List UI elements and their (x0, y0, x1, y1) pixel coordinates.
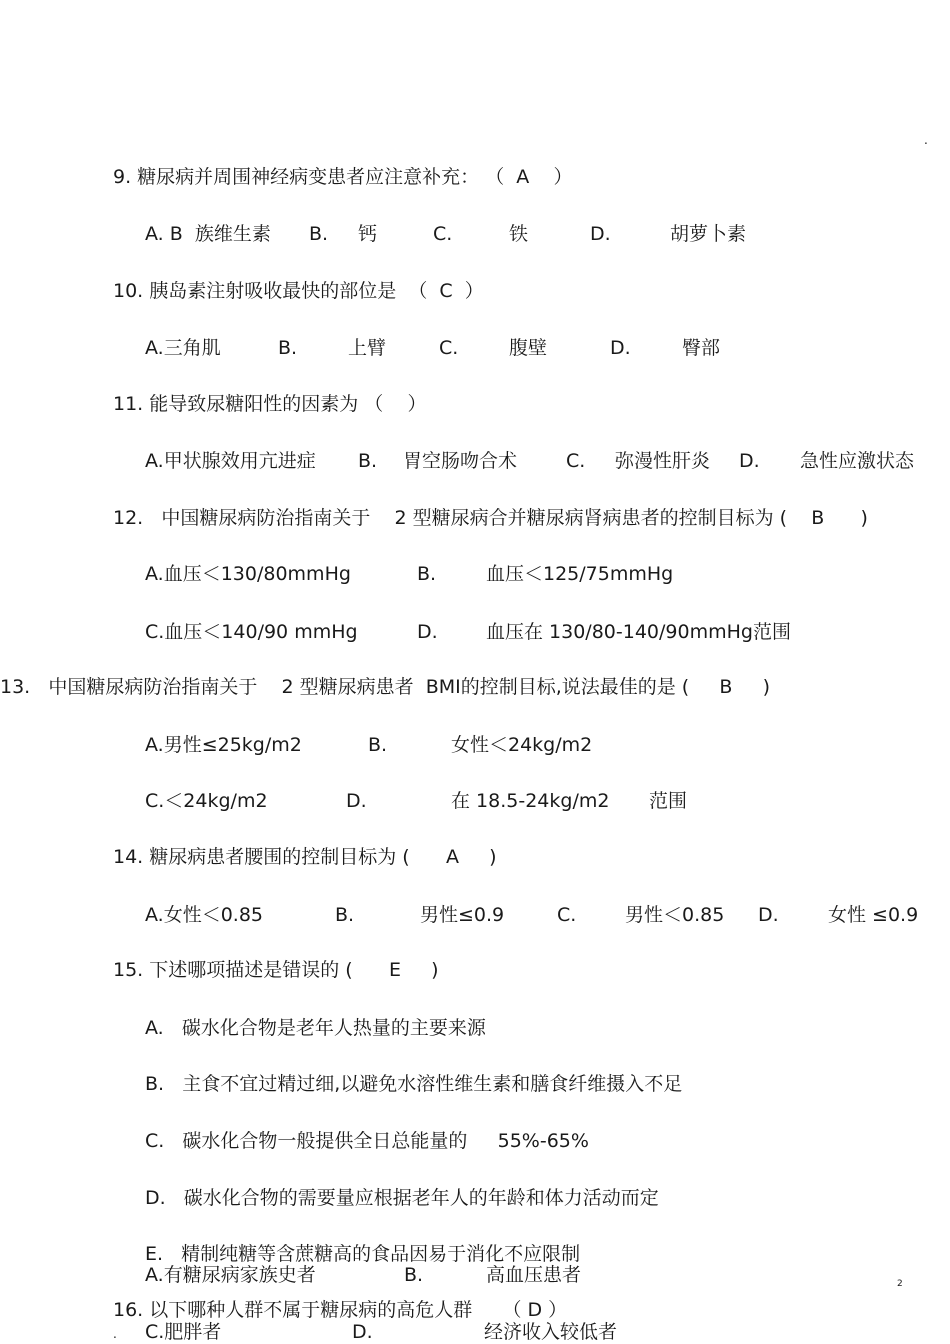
q15-option-e: E. 精制纯糖等含蔗糖高的食品因易于消化不应限制 (145, 1243, 581, 1265)
q14-option-d-text: 女性 ≤0.9 (828, 904, 919, 926)
q11-option-c-label: C. (566, 450, 586, 472)
q12-option-a: A.血压＜130/80mmHg (145, 563, 351, 585)
q11-option-b-label: B. (358, 450, 378, 472)
question-13-stem: 13. 中国糖尿病防治指南关于 2 型糖尿病患者 BMI的控制目标,说法最佳的是 ( B ) (0, 676, 771, 698)
q10-option-a: A.三角肌 (145, 337, 221, 359)
q14-option-c-label: C. (557, 904, 577, 926)
q12-option-b-label: B. (417, 563, 437, 585)
q13-option-d-suffix: 范围 (649, 790, 688, 812)
q14-option-d-label: D. (758, 904, 779, 926)
q15-option-a: A. 碳水化合物是老年人热量的主要来源 (145, 1017, 486, 1039)
q11-option-b-text: 胃空肠吻合术 (403, 450, 518, 472)
q15-option-d: D. 碳水化合物的需要量应根据老年人的年龄和体力活动而定 (145, 1187, 659, 1209)
q11-option-d-text: 急性应激状态 (800, 450, 915, 472)
q16-option-b-label: B. (404, 1264, 424, 1286)
q11-option-d-label: D. (739, 450, 760, 472)
q16-option-c: C.肥胖者 (145, 1321, 222, 1343)
q9-option-b-text: 钙 (358, 223, 378, 245)
q12-option-d-text: 血压在 130/80-140/90mmHg范围 (486, 621, 791, 643)
bottom-dot-mark: . (113, 1327, 117, 1341)
q15-option-c: C. 碳水化合物一般提供全日总能量的 55%-65% (145, 1130, 589, 1152)
q13-option-d-text: 在 18.5-24kg/m2 (451, 790, 610, 812)
q16-option-a: A.有糖尿病家族史者 (145, 1264, 316, 1286)
question-14-stem: 14. 糖尿病患者腰围的控制目标为 ( A ) (113, 846, 497, 868)
q13-option-c: C.＜24kg/m2 (145, 790, 268, 812)
question-15-stem: 15. 下述哪项描述是错误的 ( E ) (113, 959, 439, 981)
q13-option-d-label: D. (346, 790, 367, 812)
q16-option-d-label: D. (352, 1321, 373, 1343)
q9-option-b-label: B. (309, 223, 329, 245)
q11-option-a: A.甲状腺效用亢进症 (145, 450, 316, 472)
corner-dot-mark: . (924, 133, 928, 147)
q9-option-c-text: 铁 (509, 223, 529, 245)
q14-option-a: A.女性＜0.85 (145, 904, 264, 926)
q9-option-c-label: C. (433, 223, 453, 245)
q13-option-a: A.男性≤25kg/m2 (145, 734, 302, 756)
q9-option-a: A. B 族维生素 (145, 223, 271, 245)
q14-option-b-text: 男性≤0.9 (420, 904, 505, 926)
q9-option-d-text: 胡萝卜素 (670, 223, 747, 245)
page-number: 2 (897, 1279, 903, 1289)
question-11-stem: 11. 能导致尿糖阳性的因素为 （ ） (113, 393, 427, 415)
q15-option-b: B. 主食不宜过精过细,以避免水溶性维生素和膳食纤维摄入不足 (145, 1073, 683, 1095)
q10-option-d-text: 臀部 (682, 337, 721, 359)
q16-option-b-text: 高血压患者 (486, 1264, 582, 1286)
q10-option-c-text: 腹壁 (509, 337, 548, 359)
q16-option-d-text: 经济收入较低者 (484, 1321, 618, 1343)
q13-option-b-label: B. (368, 734, 388, 756)
q10-option-d-label: D. (610, 337, 631, 359)
q14-option-b-label: B. (335, 904, 355, 926)
q10-option-b-text: 上臂 (348, 337, 387, 359)
question-9-stem: 9. 糖尿病并周围神经病变患者应注意补充： （ A ） (113, 166, 573, 188)
q12-option-d-label: D. (417, 621, 438, 643)
q14-option-c-text: 男性＜0.85 (625, 904, 725, 926)
q13-option-b-text: 女性＜24kg/m2 (451, 734, 593, 756)
q12-option-b-text: 血压＜125/75mmHg (486, 563, 674, 585)
q10-option-c-label: C. (439, 337, 459, 359)
q9-option-d-label: D. (590, 223, 611, 245)
q11-option-c-text: 弥漫性肝炎 (615, 450, 711, 472)
question-16-stem: 16. 以下哪种人群不属于糖尿病的高危人群 （ D ） (113, 1299, 568, 1321)
question-10-stem: 10. 胰岛素注射吸收最快的部位是 （ C ） (113, 280, 484, 302)
q10-option-b-label: B. (278, 337, 298, 359)
question-12-stem: 12. 中国糖尿病防治指南关于 2 型糖尿病合并糖尿病肾病患者的控制目标为 ( B ) (113, 507, 868, 529)
q12-option-c: C.血压＜140/90 mmHg (145, 621, 358, 643)
